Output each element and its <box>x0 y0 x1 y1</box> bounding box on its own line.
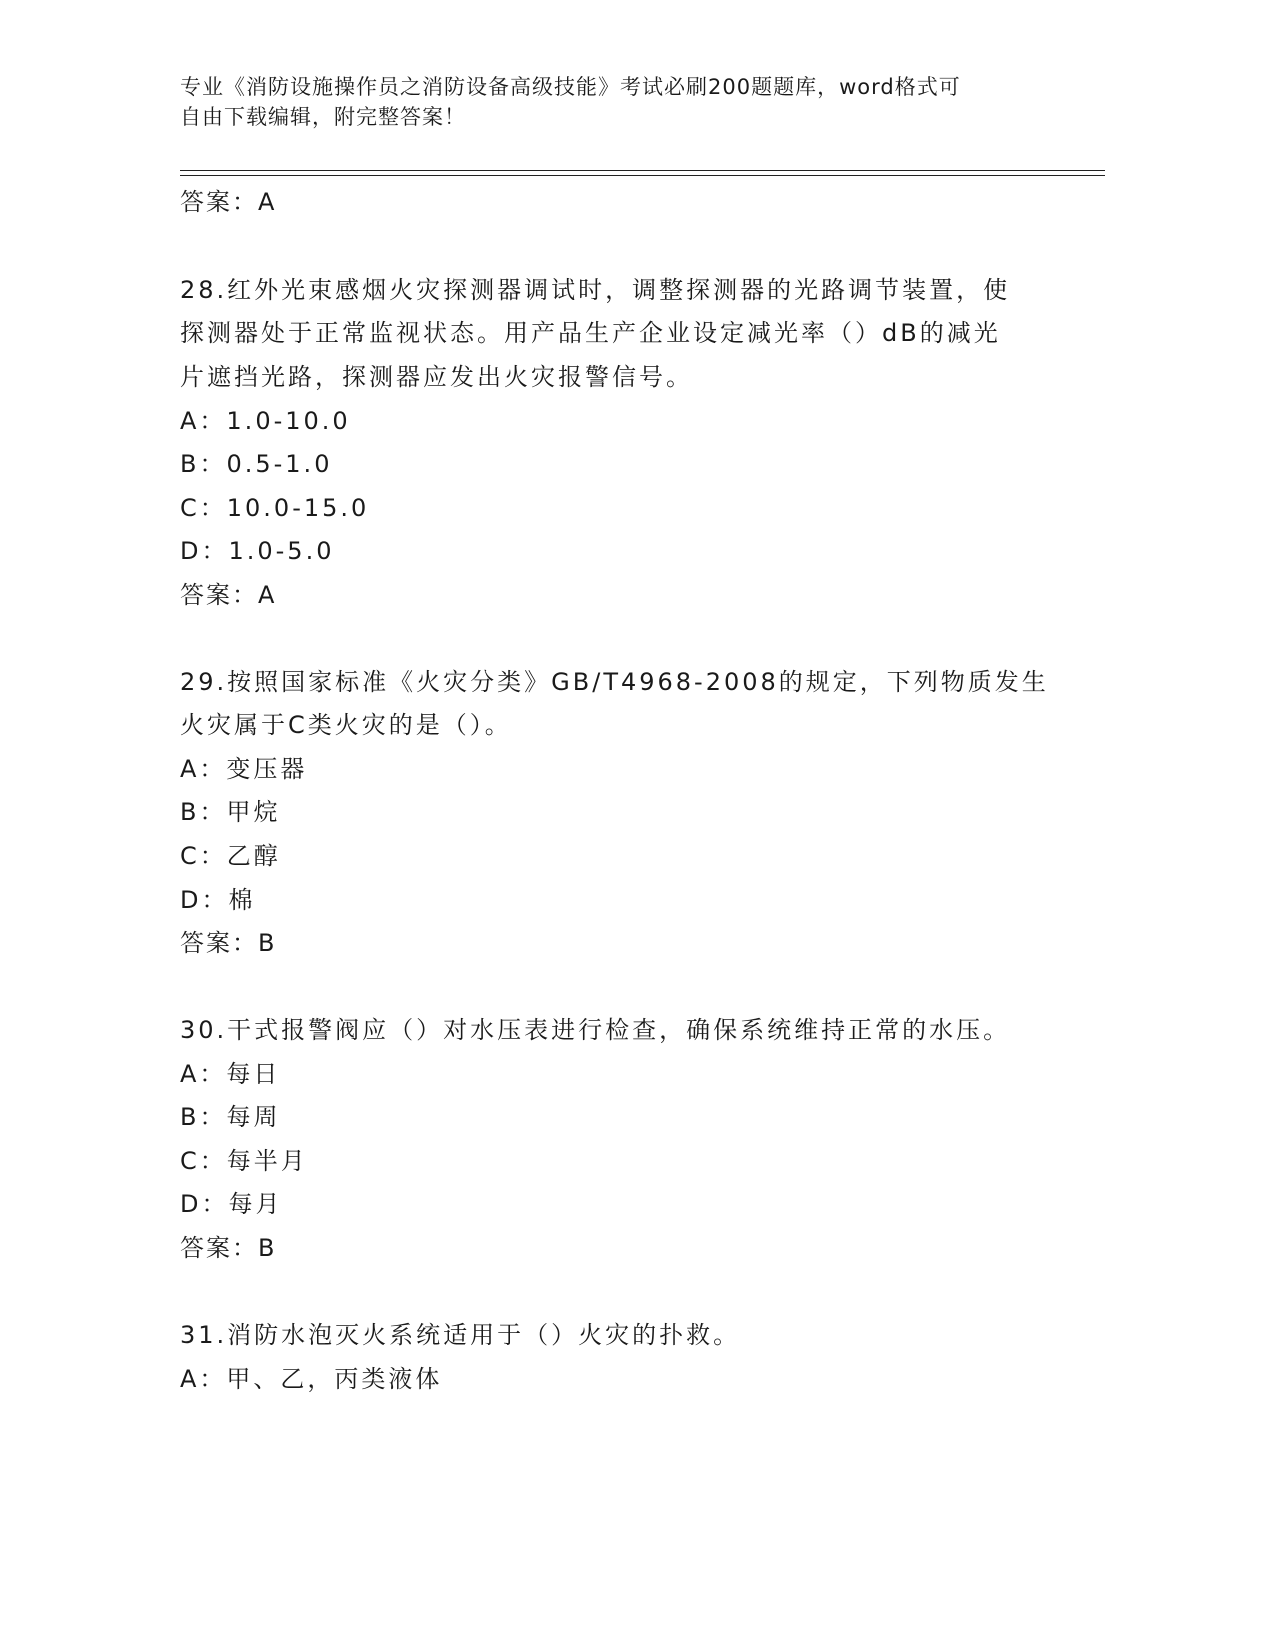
document-header <box>180 72 1040 132</box>
question-30-option-d: D：每月 <box>180 1190 283 1218</box>
question-28-stem-line-1: 28.红外光束感烟火灾探测器调试时，调整探测器的光路调节装置，使 <box>180 276 1011 304</box>
answer-previous: 答案：A <box>180 188 277 216</box>
question-28-answer: 答案：A <box>180 581 277 609</box>
question-31-stem-line-1: 31.消防水泡灭火系统适用于（）火灾的扑救。 <box>180 1321 741 1349</box>
question-29-answer: 答案：B <box>180 929 277 957</box>
question-28-option-d: D：1.0-5.0 <box>180 537 335 565</box>
question-29-stem-line-1: 29.按照国家标准《火灾分类》GB/T4968-2008的规定，下列物质发生 <box>180 668 1049 696</box>
question-31-option-a: A：甲、乙，丙类液体 <box>180 1365 443 1393</box>
question-29-stem-line-2: 火灾属于C类火灾的是（）。 <box>180 711 512 739</box>
header-divider-bottom <box>180 175 1105 176</box>
question-30-answer: 答案：B <box>180 1234 277 1262</box>
question-30-stem-line-1: 30.干式报警阀应（）对水压表进行检查，确保系统维持正常的水压。 <box>180 1016 1011 1044</box>
header-divider-top <box>180 170 1105 171</box>
question-29-option-a: A：变压器 <box>180 755 308 783</box>
question-30-option-a: A：每日 <box>180 1060 281 1088</box>
question-29-option-c: C：乙醇 <box>180 842 281 870</box>
question-28-option-a: A：1.0-10.0 <box>180 407 351 435</box>
header-line-1: 专业《消防设施操作员之消防设备高级技能》考试必刷200题题库，word格式可 <box>180 75 961 99</box>
question-28-stem-line-3: 片遮挡光路，探测器应发出火灾报警信号。 <box>180 363 693 391</box>
header-line-2: 自由下载编辑，附完整答案！ <box>180 105 466 129</box>
question-30-option-c: C：每半月 <box>180 1147 308 1175</box>
question-29-option-b: B：甲烷 <box>180 798 281 826</box>
question-28-stem-line-2: 探测器处于正常监视状态。用产品生产企业设定减光率（）dB的减光 <box>180 319 1001 347</box>
question-30-option-b: B：每周 <box>180 1103 281 1131</box>
question-29-option-d: D：棉 <box>180 886 256 914</box>
question-28-option-c: C：10.0-15.0 <box>180 494 370 522</box>
question-28-option-b: B：0.5-1.0 <box>180 450 333 478</box>
